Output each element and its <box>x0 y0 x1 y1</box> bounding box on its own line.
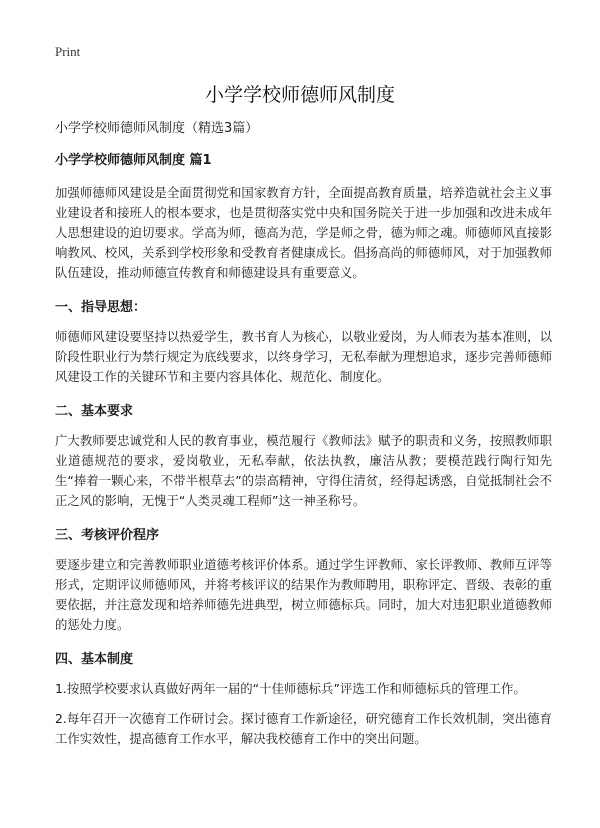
section-paragraph: 1.按照学校要求认真做好两年一届的“十佳师德标兵”评选工作和师德标兵的管理工作。 <box>55 681 526 696</box>
page-title: 小学学校师德师风制度 <box>204 84 395 106</box>
section-heading-basic-system: 四、基本制度 <box>55 652 134 667</box>
document-body <box>55 120 552 749</box>
section-paragraph: 广大教师要忠诚党和人民的教育事业，模范履行《教师法》赋予的职责和义务，按照教师职业道德规范的要求，爱岗敬业，无私奉献，依法执教，廉洁从教；要模范践行陶行知先生“捧着一颗心来，不带半根草去”的崇高精神，守得住清贫，经得起诱惑，自觉抵制社会不正之风的影响，无愧于“人类灵魂工程师”这一神圣称号。 <box>55 433 552 508</box>
article-heading: 小学学校师德师风制度 篇1 <box>55 153 212 168</box>
section-paragraph: 2.每年召开一次德育工作研讨会。探讨德育工作新途径，研究德育工作长效机制，突出德育工作实效性，提高德育工作水平，解决我校德育工作中的突出问题。 <box>55 711 552 746</box>
print-link[interactable]: Print <box>55 44 81 59</box>
section-heading-evaluation-procedure: 三、考核评价程序 <box>55 528 160 543</box>
section-paragraph: 要逐步建立和完善教师职业道德考核评价体系。通过学生评教师、家长评教师、教师互评等形式，定期评议师德师风，并将考核评议的结果作为教师聘用，职称评定、晋级、表彰的重要依据，并注意发现和培养师德先进典型，树立师德标兵。同时，加大对违犯职业道德教师的惩处力度。 <box>55 557 552 632</box>
section-paragraph: 师德师风建设要坚持以热爱学生，教书育人为核心，以敬业爱岗，为人师表为基本准则，以阶段性职业行为禁行规定为底线要求，以终身学习，无私奉献为理想追求，逐步完善师德师风建设工作的关键环节和主要内容具体化、规范化、制度化。 <box>55 329 552 384</box>
section-heading-guiding-ideology: 一、指导思想： <box>55 300 147 315</box>
section-heading-basic-requirements: 二、基本要求 <box>55 404 134 419</box>
document-subtitle: 小学学校师德师风制度（精选3篇） <box>55 121 259 136</box>
intro-paragraph: 加强师德师风建设是全面贯彻党和国家教育方针，全面提高教育质量，培养造就社会主义事业建设者和接班人的根本要求，也是贯彻落实党中央和国务院关于进一步加强和改进未成年人思想建设的迫切要求。学高为师，德高为范，学是师之骨，德为师之魂。师德师风直接影响教风、校风，关系到学校形象和受教育者健康成长。倡扬高尚的师德师风，对于加强教师队伍建设，推动师德宣传教育和师德建设具有重要意义。 <box>55 185 552 280</box>
